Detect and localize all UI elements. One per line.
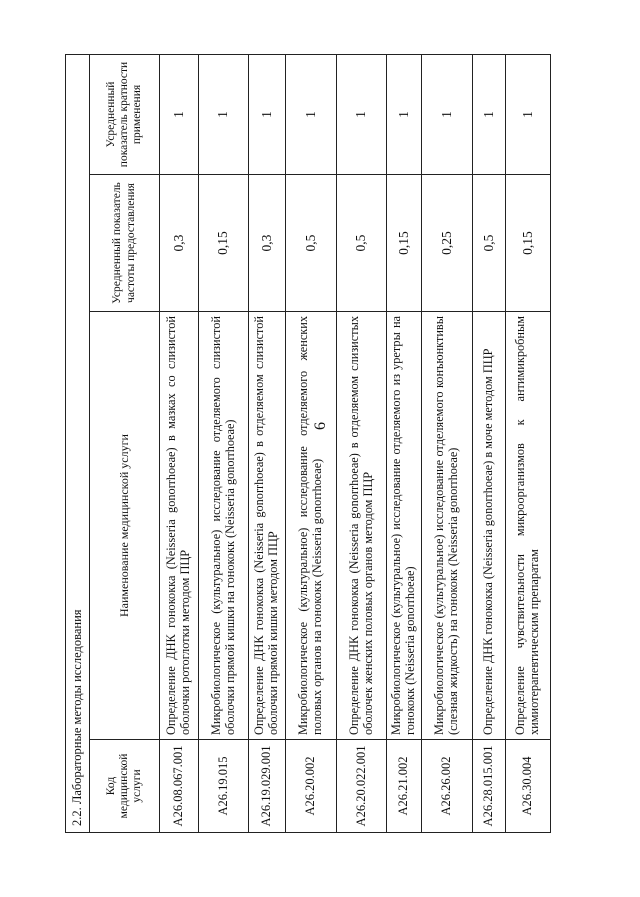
service-code: A26.26.002 bbox=[422, 740, 473, 833]
service-name: Определение ДНК гонококка (Neisseria gonorrhoeae) в моче методом ПЦР bbox=[473, 312, 506, 740]
header-name: Наименование медицинской услуги bbox=[90, 312, 160, 740]
table-row bbox=[387, 54, 422, 832]
service-name: Определение чувствительности микроорганизмов к антимикробным химиотерапевтическим препаратам bbox=[506, 312, 551, 740]
frequency-value: 0,5 bbox=[473, 175, 506, 312]
multiplicity-value: 1 bbox=[249, 54, 286, 174]
multiplicity-value: 1 bbox=[422, 54, 473, 174]
multiplicity-value: 1 bbox=[286, 54, 337, 174]
header-multiplicity: Усредненный показатель кратности применения bbox=[90, 54, 160, 174]
multiplicity-value: 1 bbox=[473, 54, 506, 174]
table-row bbox=[199, 54, 249, 832]
page-number: 6 bbox=[312, 422, 329, 430]
frequency-value: 0,5 bbox=[286, 175, 337, 312]
frequency-value: 0,15 bbox=[506, 175, 551, 312]
service-code: A26.08.067.001 bbox=[160, 740, 199, 833]
frequency-value: 0,25 bbox=[422, 175, 473, 312]
header-frequency: Усредненный показатель частоты предоставления bbox=[90, 175, 160, 312]
service-name: Микробиологическое (культуральное) исследование отделяемого слизистой оболочки прямой кишки на гонококк (Neisseria gonorrhoeae) bbox=[199, 312, 249, 740]
table-row bbox=[337, 54, 387, 832]
multiplicity-value: 1 bbox=[387, 54, 422, 174]
section-title-row bbox=[66, 54, 90, 832]
multiplicity-value: 1 bbox=[337, 54, 387, 174]
service-code: A26.20.002 bbox=[286, 740, 337, 833]
service-code: A26.21.002 bbox=[387, 740, 422, 833]
table-row bbox=[286, 54, 337, 832]
service-code: A26.19.029.001 bbox=[249, 740, 286, 833]
table-row bbox=[506, 54, 551, 832]
service-code: A26.28.015.001 bbox=[473, 740, 506, 833]
service-name: Определение ДНК гонококка (Neisseria gonorrhoeae) в отделяемом слизистых оболочек женских половых органов методом ПЦР bbox=[337, 312, 387, 740]
frequency-value: 0,3 bbox=[249, 175, 286, 312]
multiplicity-value: 1 bbox=[506, 54, 551, 174]
service-code: A26.30.004 bbox=[506, 740, 551, 833]
service-name: Микробиологическое (культуральное) исследование отделяемого из уретры на гонококк (Neisseria gonorrhoeae) bbox=[387, 312, 422, 740]
service-code: A26.20.022.001 bbox=[337, 740, 387, 833]
service-name: Определение ДНК гонококка (Neisseria gonorrhoeae) в отделяемом слизистой оболочки прямой кишки методом ПЦР bbox=[249, 312, 286, 740]
service-code: A26.19.015 bbox=[199, 740, 249, 833]
table-row bbox=[249, 54, 286, 832]
multiplicity-value: 1 bbox=[199, 54, 249, 174]
frequency-value: 0,15 bbox=[387, 175, 422, 312]
frequency-value: 0,15 bbox=[199, 175, 249, 312]
frequency-value: 0,5 bbox=[337, 175, 387, 312]
multiplicity-value: 1 bbox=[160, 54, 199, 174]
rotated-table-container bbox=[65, 55, 550, 833]
table-row bbox=[160, 54, 199, 832]
service-name: Микробиологическое (культуральное) исследование отделяемого женских половых органов на гонококк (Neisseria gonorrhoeae) bbox=[286, 312, 337, 740]
frequency-value: 0,3 bbox=[160, 175, 199, 312]
header-code: Код медицинской услуги bbox=[90, 740, 160, 833]
service-name: Определение ДНК гонококка (Neisseria gonorrhoeae) в мазках со слизистой оболочки ротоглотки методом ПЦР bbox=[160, 312, 199, 740]
header-row bbox=[90, 54, 160, 832]
section-title: 2.2. Лабораторные методы исследования bbox=[66, 54, 90, 832]
table-row bbox=[473, 54, 506, 832]
service-name: Микробиологическое (культуральное) исследование отделяемого конъюнктивы (слезная жидкость) на гонококк (Neisseria gonorrhoeae) bbox=[422, 312, 473, 740]
services-table bbox=[65, 54, 551, 833]
table-row bbox=[422, 54, 473, 832]
